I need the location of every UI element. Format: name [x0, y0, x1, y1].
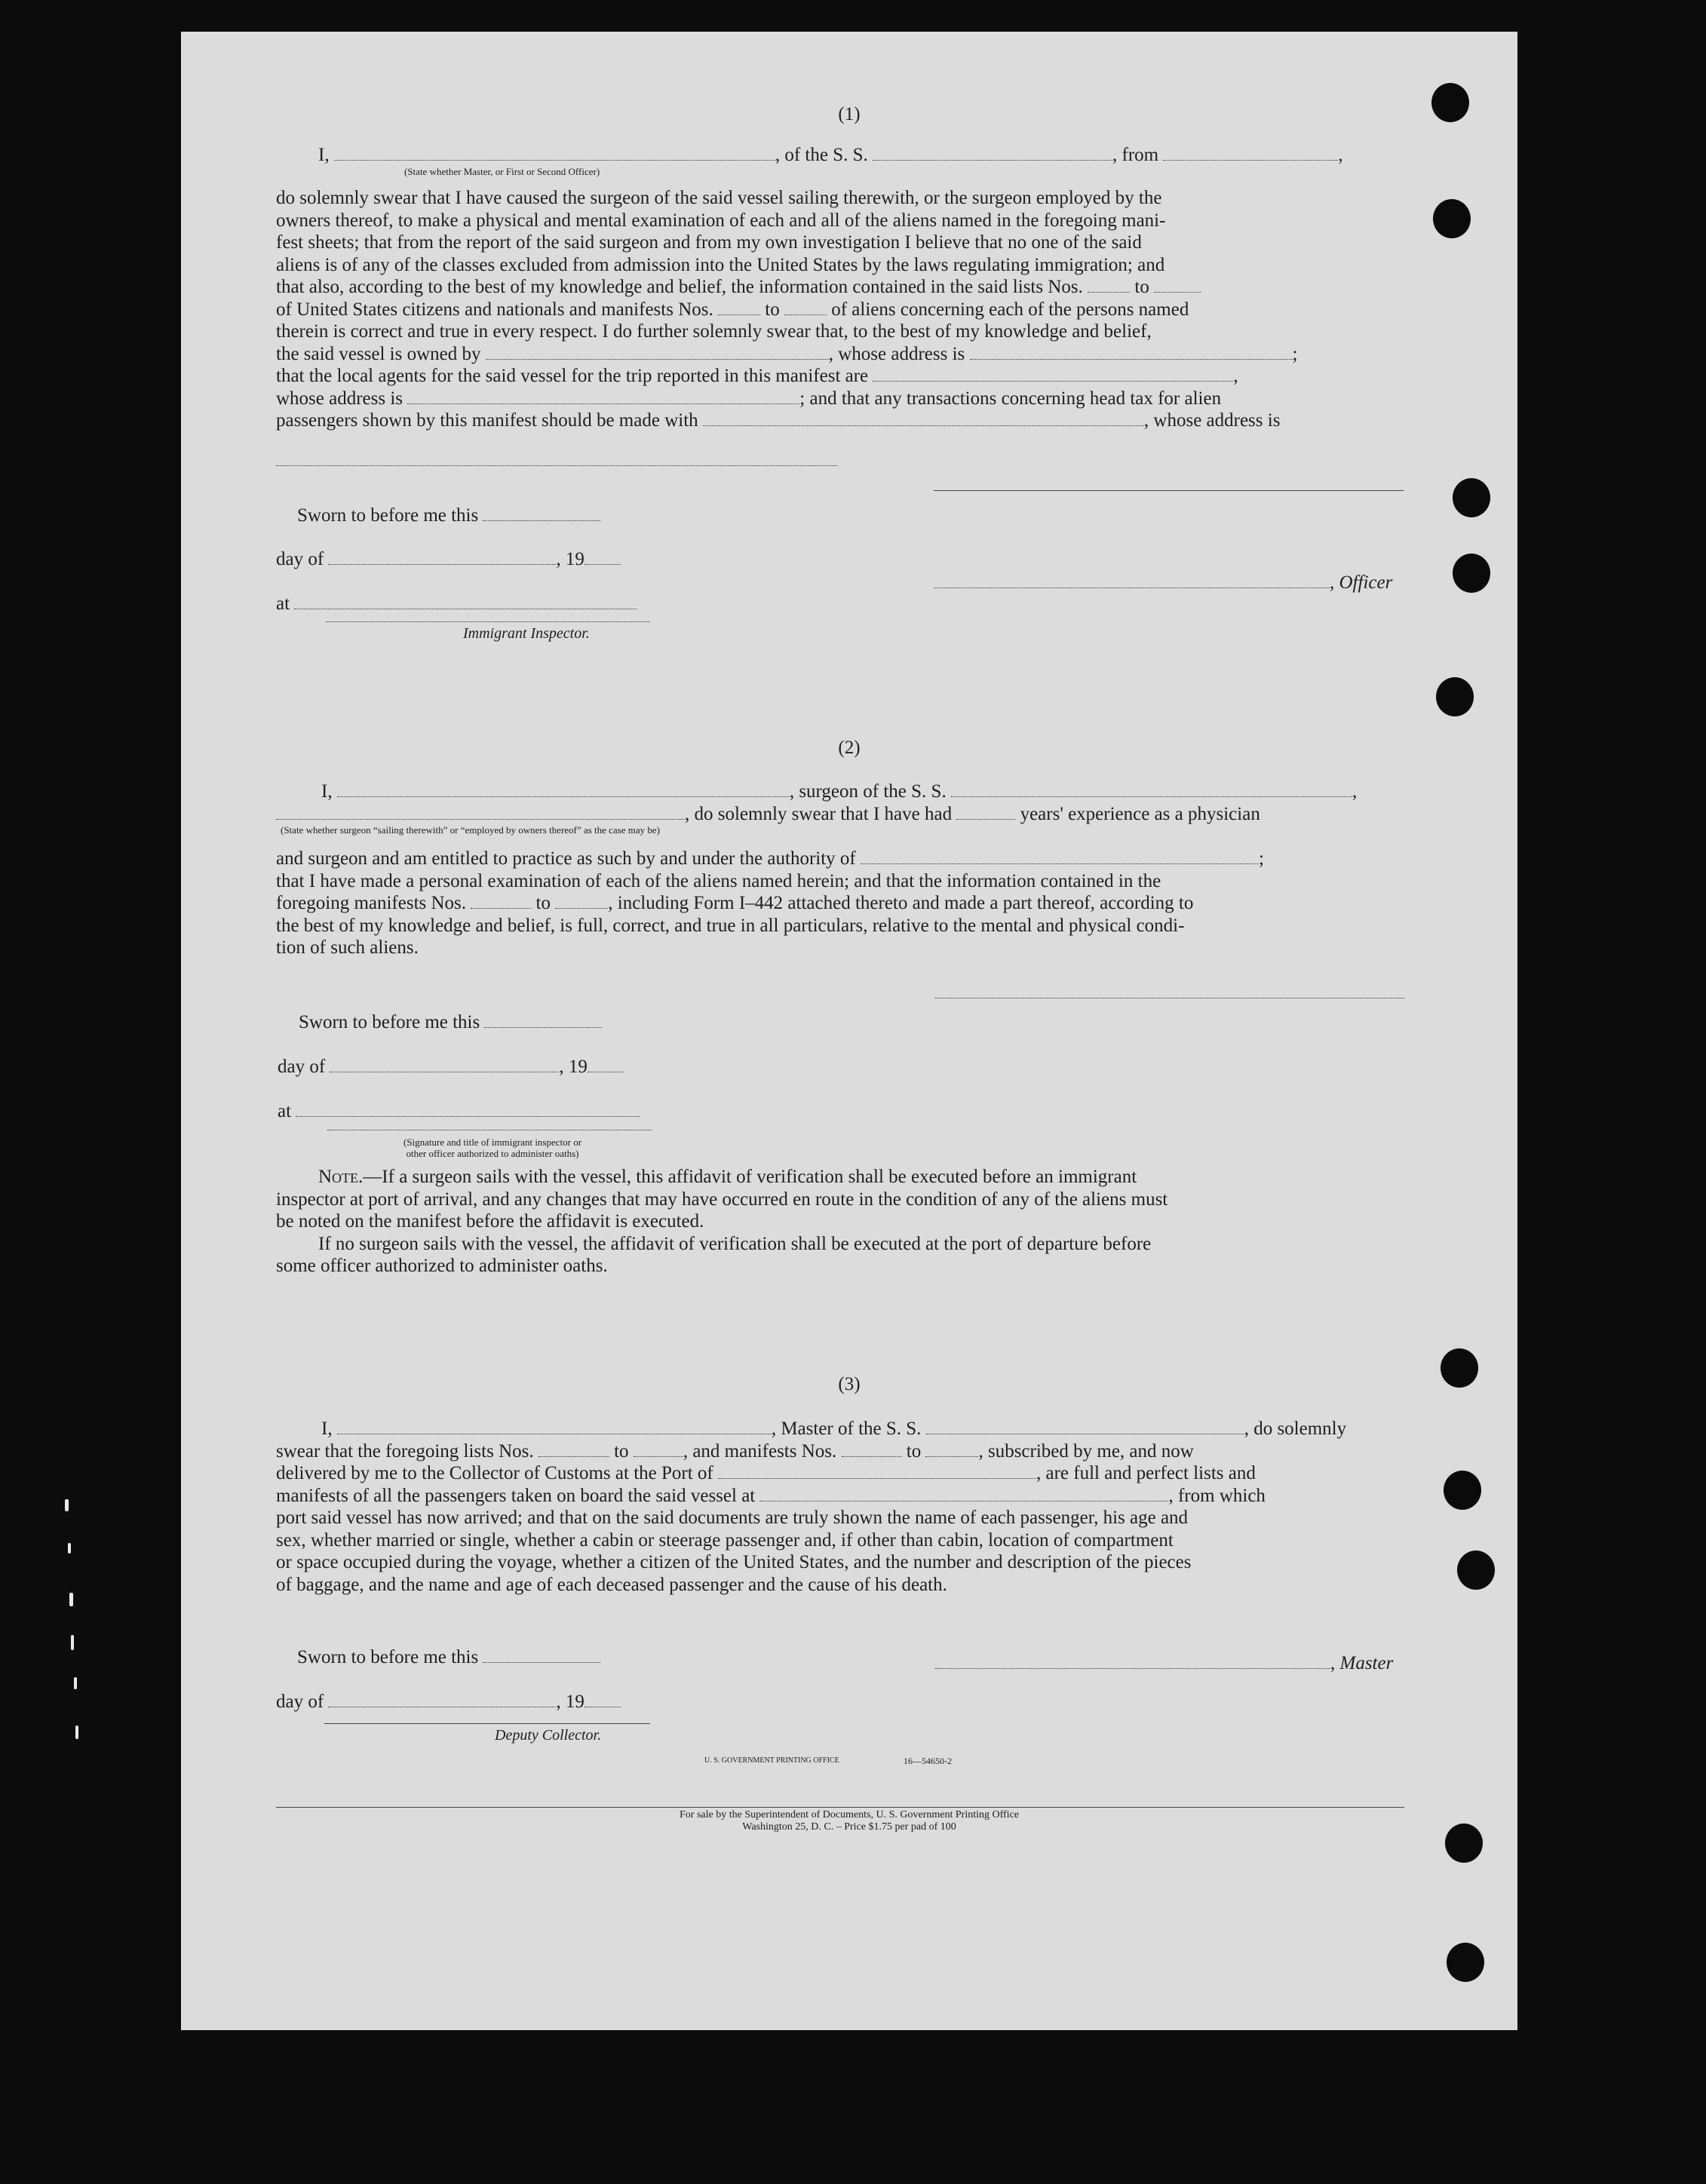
s3-ship-name-field[interactable]: [926, 1420, 1244, 1434]
section-2-number: (2): [838, 738, 861, 758]
s3-day-line: day of , 19: [276, 1692, 621, 1713]
footer-sale-note: For sale by the Superintendent of Documents, U. S. Government Printing Office Washington 25, D. C. – Price $1.75 per pad of 100: [680, 1809, 1019, 1833]
s1-inspector-signature-field[interactable]: [326, 621, 650, 622]
s1-oath-line: I, , of the S. S. , from ,: [318, 145, 1343, 165]
s1-day-field[interactable]: [328, 551, 556, 565]
s3-lists-line: swear that the foregoing lists Nos. to , and manifests Nos. to , subscribed by me, and now: [276, 1440, 1194, 1462]
punch-hole: [1441, 1348, 1478, 1388]
s2-foregoing-line: foregoing manifests Nos. to , including Form I–442 attached thereto and made a part thereof, according to: [276, 893, 1194, 913]
scan-speck: [69, 1593, 73, 1606]
s1-agents-address-field[interactable]: [407, 390, 799, 404]
s3-deputy-label: Deputy Collector.: [495, 1727, 602, 1744]
s3-oath-line: I, , Master of the S. S. , do solemnly: [321, 1419, 1347, 1439]
s1-officer-name-field[interactable]: [334, 146, 775, 161]
s1-headtax-address-field[interactable]: [276, 465, 837, 466]
s2-day-field[interactable]: [330, 1058, 559, 1072]
s3-year-field[interactable]: [585, 1693, 621, 1707]
s3-manifests-line: manifests of all the passengers taken on board the said vessel at , from which: [276, 1485, 1266, 1506]
s1-signature-line[interactable]: [934, 490, 1404, 491]
s2-sworn-date-field[interactable]: [484, 1014, 602, 1028]
punch-hole: [1431, 83, 1469, 122]
s2-at-line: at: [278, 1101, 640, 1122]
s1-citizens-line: of United States citizens and nationals and manifests Nos. to of aliens concerning each of the persons named: [276, 299, 1189, 320]
s1-from-field[interactable]: [1163, 146, 1338, 161]
s2-note-line: Note.—If a surgeon sails with the vessel, this affidavit of verification shall be executed before an immigrant: [318, 1167, 1137, 1187]
s2-body-line: the best of my knowledge and belief, is full, correct, and true in all particulars, relative to the mental and physical condi-: [276, 915, 1185, 936]
s2-sailing-note: (State whether surgeon “sailing therewith” or “employed by owners thereof” as the case may be): [281, 824, 660, 836]
s1-body: [276, 187, 1404, 432]
s2-body-line: that I have made a personal examination of each of the aliens named herein; and that the information contained in the: [276, 870, 1161, 891]
punch-hole: [1433, 199, 1471, 238]
s1-manifest-to-field[interactable]: [784, 301, 827, 315]
s2-authority-field[interactable]: [861, 850, 1259, 864]
scan-speck: [68, 1543, 71, 1554]
s1-agents-field[interactable]: [873, 367, 1233, 382]
s3-body-line: or space occupied during the voyage, whether a citizen of the United States, and the number and description of the pieces: [276, 1552, 1192, 1572]
s2-surgeon-name-field[interactable]: [337, 783, 790, 797]
section-3-number: (3): [838, 1374, 861, 1394]
s1-at-line: at: [276, 594, 637, 615]
s1-owned-line: the said vessel is owned by , whose address is ;: [276, 343, 1298, 364]
footer-divider: [276, 1807, 1404, 1808]
s1-list-from-field[interactable]: [1088, 278, 1130, 293]
s2-at-field[interactable]: [296, 1103, 640, 1117]
s2-experience-line: , do solemnly swear that I have had years' experience as a physician: [276, 804, 1260, 825]
s2-note: [276, 1166, 1404, 1278]
s2-manifest-to-field[interactable]: [555, 894, 608, 909]
s3-collector-signature-line[interactable]: [324, 1723, 650, 1724]
form-page: [181, 32, 1517, 2030]
s2-sworn-line: Sworn to before me this: [299, 1012, 602, 1033]
s1-officer-line: , Officer: [934, 572, 1392, 594]
s2-note-line: be noted on the manifest before the affidavit is executed.: [276, 1211, 704, 1232]
s2-manifest-from-field[interactable]: [471, 894, 531, 909]
punch-hole: [1457, 1551, 1495, 1590]
s3-manifest-to-field[interactable]: [925, 1443, 978, 1457]
s1-body-line: owners thereof, to make a physical and mental examination of each and all of the aliens named in the foregoing mani-: [276, 210, 1166, 231]
scan-speck: [65, 1499, 69, 1511]
s3-body-line: sex, whether married or single, whether a cabin or steerage passenger and, if other than cabin, location of compartment: [276, 1529, 1174, 1551]
s3-delivered-line: delivered by me to the Collector of Customs at the Port of , are full and perfect lists and: [276, 1463, 1256, 1483]
scan-speck: [75, 1725, 78, 1739]
s1-agents-line: that the local agents for the said vessel for the trip reported in this manifest are ,: [276, 366, 1238, 386]
punch-hole: [1445, 1824, 1483, 1863]
s1-of-ss-label: , of the S. S.: [775, 145, 868, 165]
s2-years-field[interactable]: [956, 805, 1015, 820]
s1-from-label: , from: [1112, 145, 1159, 165]
s1-whose-line: whose address is ; and that any transactions concerning head tax for alien: [276, 388, 1222, 409]
punch-hole: [1447, 1943, 1484, 1982]
s1-ship-name-field[interactable]: [873, 146, 1112, 161]
s3-sworn-date-field[interactable]: [483, 1649, 600, 1663]
s1-body-line: therein is correct and true in every respect. I do further solemnly swear that, to the best of my knowledge and belief,: [276, 321, 1152, 342]
s2-signature-note: (Signature and title of immigrant inspector or other officer authorized to administer oaths): [403, 1136, 582, 1159]
s1-owner-field[interactable]: [486, 345, 829, 360]
s1-sworn-date-field[interactable]: [483, 507, 600, 521]
s3-list-from-field[interactable]: [538, 1443, 609, 1457]
form-number: 16—54650-2: [904, 1756, 952, 1766]
punch-hole: [1436, 677, 1474, 716]
s3-port-field[interactable]: [718, 1465, 1036, 1479]
s1-list-to-field[interactable]: [1154, 278, 1201, 293]
s3-master-name-field[interactable]: [337, 1420, 772, 1434]
s3-body-line: port said vessel has now arrived; and that on the said documents are truly shown the name of each passenger, his age and: [276, 1508, 1189, 1528]
s1-i-label: I,: [318, 145, 330, 165]
s1-headtax-field[interactable]: [703, 412, 1144, 426]
s3-list-to-field[interactable]: [634, 1443, 683, 1457]
s3-body-line: of baggage, and the name and age of each deceased passenger and the cause of his death.: [276, 1574, 947, 1595]
s2-sailing-status-field[interactable]: [276, 805, 685, 820]
s2-ship-name-field[interactable]: [951, 783, 1352, 797]
scan-speck: [71, 1635, 74, 1650]
s1-manifest-from-field[interactable]: [718, 301, 760, 315]
s1-at-field[interactable]: [294, 595, 637, 609]
s1-body-line: do solemnly swear that I have caused the surgeon of the said vessel sailing therewith, or the surgeon employed by the: [276, 188, 1162, 208]
s2-body-line: tion of such aliens.: [276, 937, 419, 958]
s1-sworn-line: Sworn to before me this: [297, 505, 600, 526]
s1-passengers-line: passengers shown by this manifest should be made with , whose address is: [276, 410, 1281, 431]
s2-note-line: If no surgeon sails with the vessel, the affidavit of verification shall be executed at the port of departure before: [318, 1233, 1152, 1254]
s1-owner-address-field[interactable]: [970, 345, 1293, 360]
s3-departure-port-field[interactable]: [759, 1487, 1168, 1502]
s1-officer-signature-field[interactable]: [934, 574, 1330, 588]
s2-note-line: inspector at port of arrival, and any changes that may have occurred en route in the condition of any of the aliens must: [276, 1189, 1168, 1210]
punch-hole: [1453, 554, 1490, 593]
punch-hole: [1453, 478, 1490, 517]
s1-year-field[interactable]: [585, 551, 621, 565]
s1-day-line: day of , 19: [276, 549, 621, 570]
s2-year-field[interactable]: [588, 1058, 624, 1072]
s1-body-line: fest sheets; that from the report of the said surgeon and from my own investigation I believe that no one of the said: [276, 232, 1142, 253]
s3-master-signature-field[interactable]: [935, 1655, 1330, 1669]
s3-manifest-from-field[interactable]: [842, 1443, 902, 1457]
s3-sworn-line: Sworn to before me this: [297, 1647, 600, 1668]
s1-body-line: aliens is of any of the classes excluded from admission into the United States by the laws regulating immigration; and: [276, 254, 1165, 275]
s2-note-line: some officer authorized to administer oaths.: [276, 1256, 608, 1276]
s2-body: [276, 848, 1404, 959]
s2-authority-line: and surgeon and am entitled to practice as such by and under the authority of ;: [276, 848, 1264, 869]
s1-lists-line: that also, according to the best of my knowledge and belief, the information contained in the said lists Nos. to: [276, 276, 1404, 299]
s1-inspector-label: Immigrant Inspector.: [463, 625, 590, 642]
s2-oath-line: I, , surgeon of the S. S. ,: [321, 781, 1358, 802]
scan-speck: [74, 1677, 77, 1689]
s3-day-field[interactable]: [328, 1693, 556, 1707]
gpo-label: U. S. GOVERNMENT PRINTING OFFICE: [704, 1756, 839, 1765]
s3-body: [276, 1418, 1404, 1596]
s2-day-line: day of , 19: [278, 1057, 624, 1078]
s3-master-line: , Master: [935, 1653, 1393, 1674]
punch-hole: [1444, 1471, 1481, 1510]
section-1-number: (1): [838, 104, 861, 124]
s1-officer-note: (State whether Master, or First or Second Officer): [404, 166, 600, 177]
